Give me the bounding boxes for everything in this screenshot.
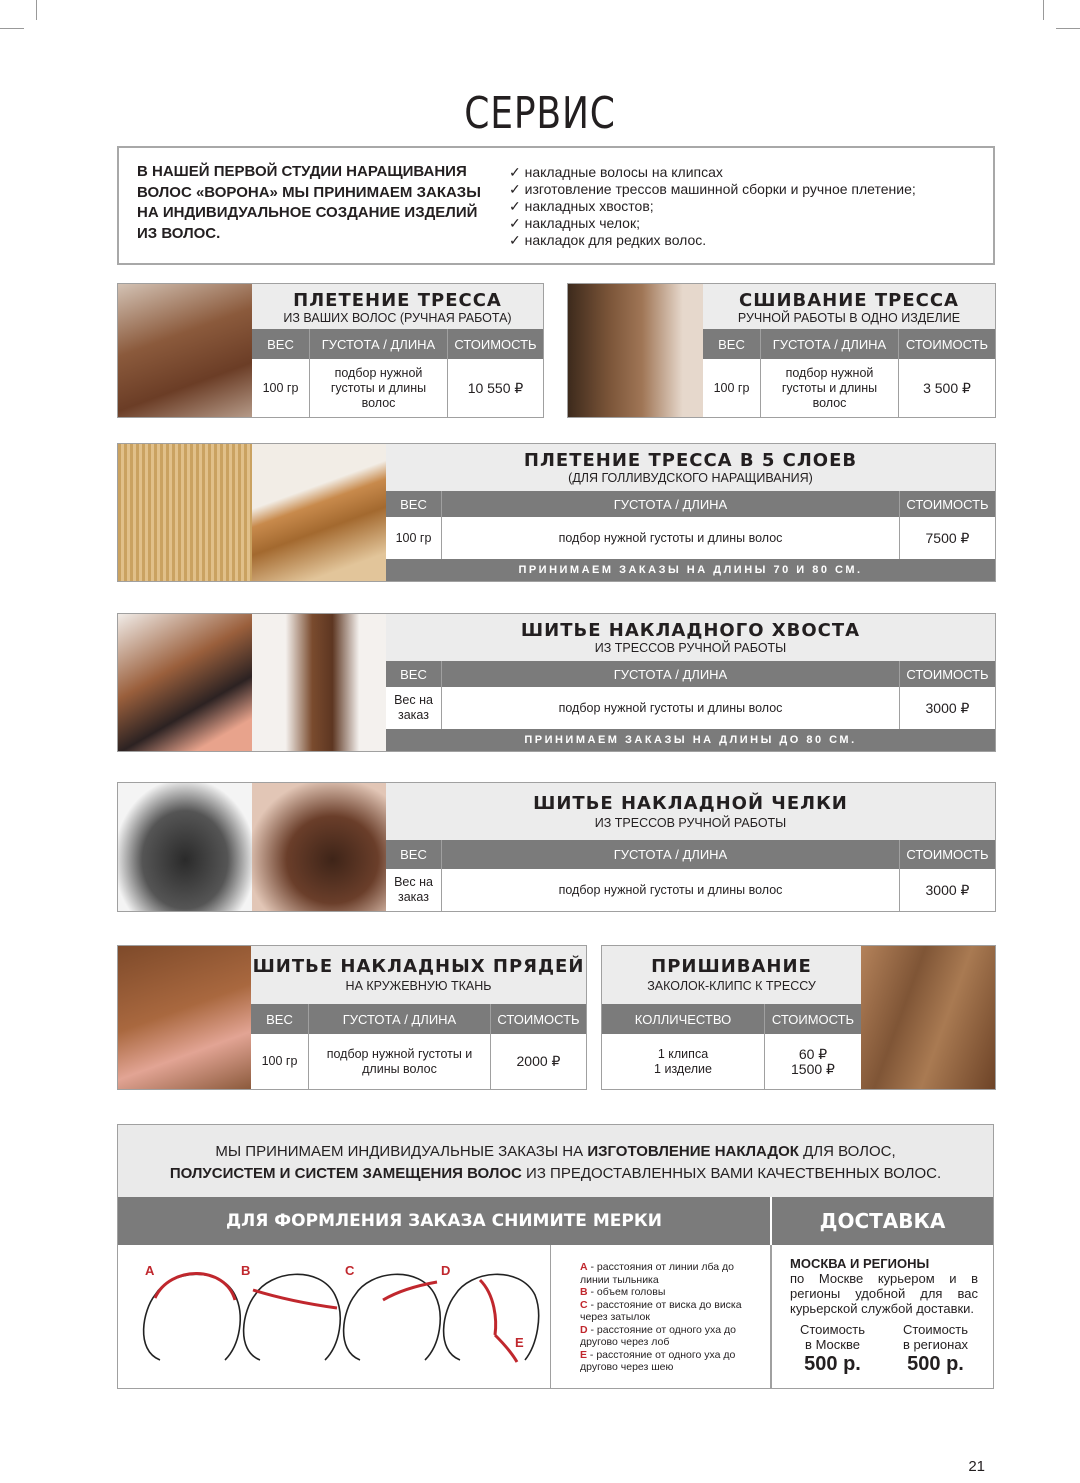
order-note: ПРИНИМАЕМ ЗАКАЗЫ НА ДЛИНЫ ДО 80 СМ. (386, 729, 995, 751)
price-clip: 60 ₽ (798, 1045, 828, 1062)
head-outline (244, 1274, 341, 1360)
card-subtitle: ЗАКОЛОК-КЛИПС К ТРЕССУ (647, 979, 816, 993)
line-a (155, 1273, 235, 1300)
measurement-diagram (125, 1250, 545, 1380)
table-row (602, 1034, 861, 1089)
lace-strand-photo (118, 946, 251, 1089)
cell-weight: Вес на заказ (386, 687, 442, 729)
line-c (383, 1282, 437, 1300)
label-a: A (145, 1263, 155, 1278)
cost-regions (893, 1322, 978, 1376)
intro-text: В НАШЕЙ ПЕРВОЙ СТУДИИ НАРАЩИВАНИЯ ВОЛОС «ВОРОНА» МЫ ПРИНИМАЕМ ЗАКАЗЫ НА ИНДИВИДУАЛЬНОЕ СОЗДАНИЕ ИЗДЕЛИЙ ИЗ ВОЛОС. (137, 163, 481, 242)
header-weight: ВЕС (386, 491, 442, 517)
text-bold: ИЗГОТОВЛЕНИЕ НАКЛАДОК (587, 1143, 799, 1160)
header-price: СТОИМОСТЬ (906, 666, 989, 682)
cell-density: подбор нужной густоты и длины волос (442, 517, 900, 559)
cost-city: в регионах (902, 1337, 969, 1352)
list-item: ✓ накладных челок; (509, 215, 916, 232)
card-braid (117, 283, 544, 418)
hair-weaving-photo (118, 284, 252, 417)
measurement-legend (580, 1261, 765, 1374)
cell-qty (602, 1034, 765, 1089)
legend-item (580, 1286, 765, 1299)
header-weight: ВЕС (703, 329, 761, 359)
cell-price: 10 550 ₽ (467, 379, 524, 396)
legend-text: - расстояние от виска до виска через затылок (580, 1298, 742, 1323)
card-title: ШИТЬЕ НАКЛАДНОЙ ЧЕЛКИ (533, 793, 848, 814)
header-price: СТОИМОСТЬ (497, 1011, 580, 1027)
cell-density: подбор нужной густоты и длины волос (442, 869, 900, 911)
cell-price: 3000 ₽ (925, 881, 970, 898)
card-bangs (117, 782, 996, 912)
legend-text: - объем головы (587, 1286, 666, 1298)
card-subtitle: ИЗ ВАШИХ ВОЛОС (РУЧНАЯ РАБОТА) (283, 311, 512, 325)
cell-density: подбор нужной густоты и длины волос (761, 359, 899, 417)
card-strands (117, 945, 587, 1090)
cost-value: 500 р. (907, 1353, 964, 1375)
cell-price: 3 500 ₽ (923, 379, 971, 396)
table-header (251, 1004, 586, 1034)
price-item: 1500 ₽ (791, 1060, 835, 1077)
table-header (703, 329, 995, 359)
header-weight: ВЕС (252, 329, 310, 359)
header-density: ГУСТОТА / ДЛИНА (442, 840, 900, 869)
page-number: 21 (968, 1458, 985, 1475)
bangs-photo (118, 783, 252, 911)
table-header (386, 840, 995, 869)
cell-weight: 100 гр (386, 517, 442, 559)
head-outline (144, 1274, 241, 1360)
card-five-layers (117, 443, 996, 582)
card-title: ПЛЕТЕНИЕ ТРЕССА (293, 290, 502, 311)
header-price: СТОИМОСТЬ (906, 496, 989, 512)
cell-price: 3000 ₽ (925, 699, 970, 716)
delivery-costs (790, 1322, 978, 1376)
cell-price (765, 1034, 861, 1089)
tress-photo (568, 284, 703, 417)
table-row (251, 1034, 586, 1089)
crop-mark (0, 28, 24, 29)
cell-weight: 100 гр (703, 359, 761, 417)
text-bold: ПОЛУСИСТЕМ И СИСТЕМ ЗАМЕЩЕНИЯ ВОЛОС (169, 1165, 522, 1182)
cost-moscow (790, 1322, 875, 1376)
line-d (480, 1280, 496, 1335)
cell-weight: 100 гр (251, 1034, 309, 1089)
cost-value: 500 р. (804, 1353, 861, 1375)
header-density: ГУСТОТА / ДЛИНА (310, 329, 448, 359)
text-part: ИЗ ПРЕДОСТАВЛЕННЫХ ВАМИ КАЧЕСТВЕННЫХ ВОЛОС. (521, 1165, 942, 1182)
legend-key: B (580, 1286, 588, 1298)
legend-text: - расстояние от одного уха до другово через лоб (580, 1323, 736, 1348)
intro-box (117, 146, 995, 265)
clip-bangs-photo (252, 783, 386, 911)
text-part: ДЛЯ ВОЛОС, (798, 1143, 896, 1160)
header-density: ГУСТОТА / ДЛИНА (442, 661, 900, 687)
text-part: МЫ ПРИНИМАЕМ ИНДИВИДУАЛЬНЫЕ ЗАКАЗЫ НА (215, 1143, 588, 1160)
table-header (602, 1004, 861, 1034)
cell-weight: 100 гр (252, 359, 310, 417)
crop-mark (1056, 28, 1080, 29)
measure-heading: ДЛЯ ФОРМЛЕНИЯ ЗАКАЗА СНИМИТЕ МЕРКИ (118, 1197, 770, 1245)
header-weight: ВЕС (251, 1004, 309, 1034)
card-subtitle: ИЗ ТРЕССОВ РУЧНОЙ РАБОТЫ (594, 641, 787, 655)
header-price: СТОИМОСТЬ (906, 847, 989, 862)
qty-clip: 1 клипса (657, 1046, 709, 1061)
legend-text: - расстояние от одного уха до другово через шею (580, 1348, 736, 1373)
delivery-region-heading: МОСКВА И РЕГИОНЫ (790, 1256, 930, 1271)
head-outline (444, 1274, 539, 1360)
head-outline (344, 1274, 441, 1360)
card-title: ПЛЕТЕНИЕ ТРЕССА В 5 СЛОЕВ (523, 450, 858, 471)
legend-key: A (580, 1261, 588, 1273)
crop-mark (1043, 0, 1044, 20)
cost-label: Стоимость (799, 1322, 866, 1337)
table-row (386, 517, 995, 559)
ponytail-photo (252, 614, 386, 751)
legend-text: - расстояния от линии лба до линии тыльника (580, 1261, 734, 1286)
legend-key: E (580, 1348, 588, 1361)
legend-item (580, 1324, 765, 1349)
cost-label: Стоимость (902, 1322, 969, 1337)
card-sewing (567, 283, 996, 418)
delivery-heading: ДОСТАВКА (772, 1197, 993, 1245)
card-title: СШИВАНИЕ ТРЕССА (739, 290, 959, 311)
header-density: ГУСТОТА / ДЛИНА (761, 329, 899, 359)
weft-photo (118, 444, 252, 581)
table-row (386, 687, 995, 729)
cell-price: 7500 ₽ (925, 529, 970, 546)
card-subtitle: (ДЛЯ ГОЛЛИВУДСКОГО НАРАЩИВАНИЯ) (568, 471, 813, 485)
header-density: ГУСТОТА / ДЛИНА (442, 491, 900, 517)
clip-in-photo (861, 946, 995, 1089)
list-item: ✓ накладок для редких волос. (509, 232, 916, 249)
header-weight: ВЕС (386, 840, 442, 869)
header-qty: КОЛЛИЧЕСТВО (602, 1004, 765, 1034)
line-b (253, 1290, 337, 1308)
table-row (703, 359, 995, 417)
tail-making-photo (118, 614, 252, 751)
label-b: B (241, 1263, 251, 1278)
header-price: СТОИМОСТЬ (454, 336, 537, 352)
legend-item (580, 1261, 765, 1286)
custom-orders-text (118, 1125, 993, 1197)
cell-density: подбор нужной густоты и длины волос (309, 1034, 491, 1089)
header-price: СТОИМОСТЬ (905, 336, 989, 352)
list-item: ✓ изготовление трессов машинной сборки и ручное плетение; (509, 181, 916, 198)
hair-piece-photo (252, 444, 386, 581)
card-subtitle: РУЧНОЙ РАБОТЫ В ОДНО ИЗДЕЛИЕ (737, 311, 961, 325)
delivery-info (790, 1256, 978, 1376)
table-header (252, 329, 543, 359)
label-d: D (441, 1263, 451, 1278)
legend-key: D (580, 1323, 588, 1336)
header-density: ГУСТОТА / ДЛИНА (309, 1004, 491, 1034)
list-item: ✓ накладные волосы на клипсах (509, 164, 916, 181)
line-e (495, 1335, 517, 1362)
intro-list (509, 164, 916, 249)
header-price: СТОИМОСТЬ (771, 1011, 855, 1027)
cell-weight: Вес на заказ (386, 869, 442, 911)
card-subtitle: НА КРУЖЕВНУЮ ТКАНЬ (345, 979, 492, 993)
order-note: ПРИНИМАЕМ ЗАКАЗЫ НА ДЛИНЫ 70 И 80 СМ. (386, 559, 995, 581)
card-title: ШИТЬЕ НАКЛАДНЫХ ПРЯДЕЙ (252, 956, 585, 977)
cost-city: в Москве (805, 1337, 860, 1352)
list-item: ✓ накладных хвостов; (509, 198, 916, 215)
card-tail (117, 613, 996, 752)
table-header (386, 661, 995, 687)
cell-density: подбор нужной густоты и длины волос (442, 687, 900, 729)
card-subtitle: ИЗ ТРЕССОВ РУЧНОЙ РАБОТЫ (594, 816, 787, 830)
table-row (386, 869, 995, 911)
card-clips (601, 945, 996, 1090)
legend-item (580, 1299, 765, 1324)
card-title: ШИТЬЕ НАКЛАДНОГО ХВОСТА (520, 620, 861, 641)
crop-mark (36, 0, 37, 20)
header-weight: ВЕС (386, 661, 442, 687)
cell-price: 2000 ₽ (516, 1053, 561, 1069)
card-title: ПРИШИВАНИЕ (651, 956, 812, 977)
label-e: E (515, 1335, 524, 1350)
legend-key: C (580, 1298, 588, 1311)
page-title: СЕРВИС (464, 88, 616, 139)
delivery-text: по Москве курьером и в регионы удобной для вас курьерской службой доставки. (790, 1271, 978, 1316)
table-row (252, 359, 543, 417)
legend-item (580, 1349, 765, 1374)
cell-density: подбор нужной густоты и длины волос (310, 359, 448, 417)
qty-item: 1 изделие (654, 1061, 712, 1076)
table-header (386, 491, 995, 517)
label-c: C (345, 1263, 355, 1278)
